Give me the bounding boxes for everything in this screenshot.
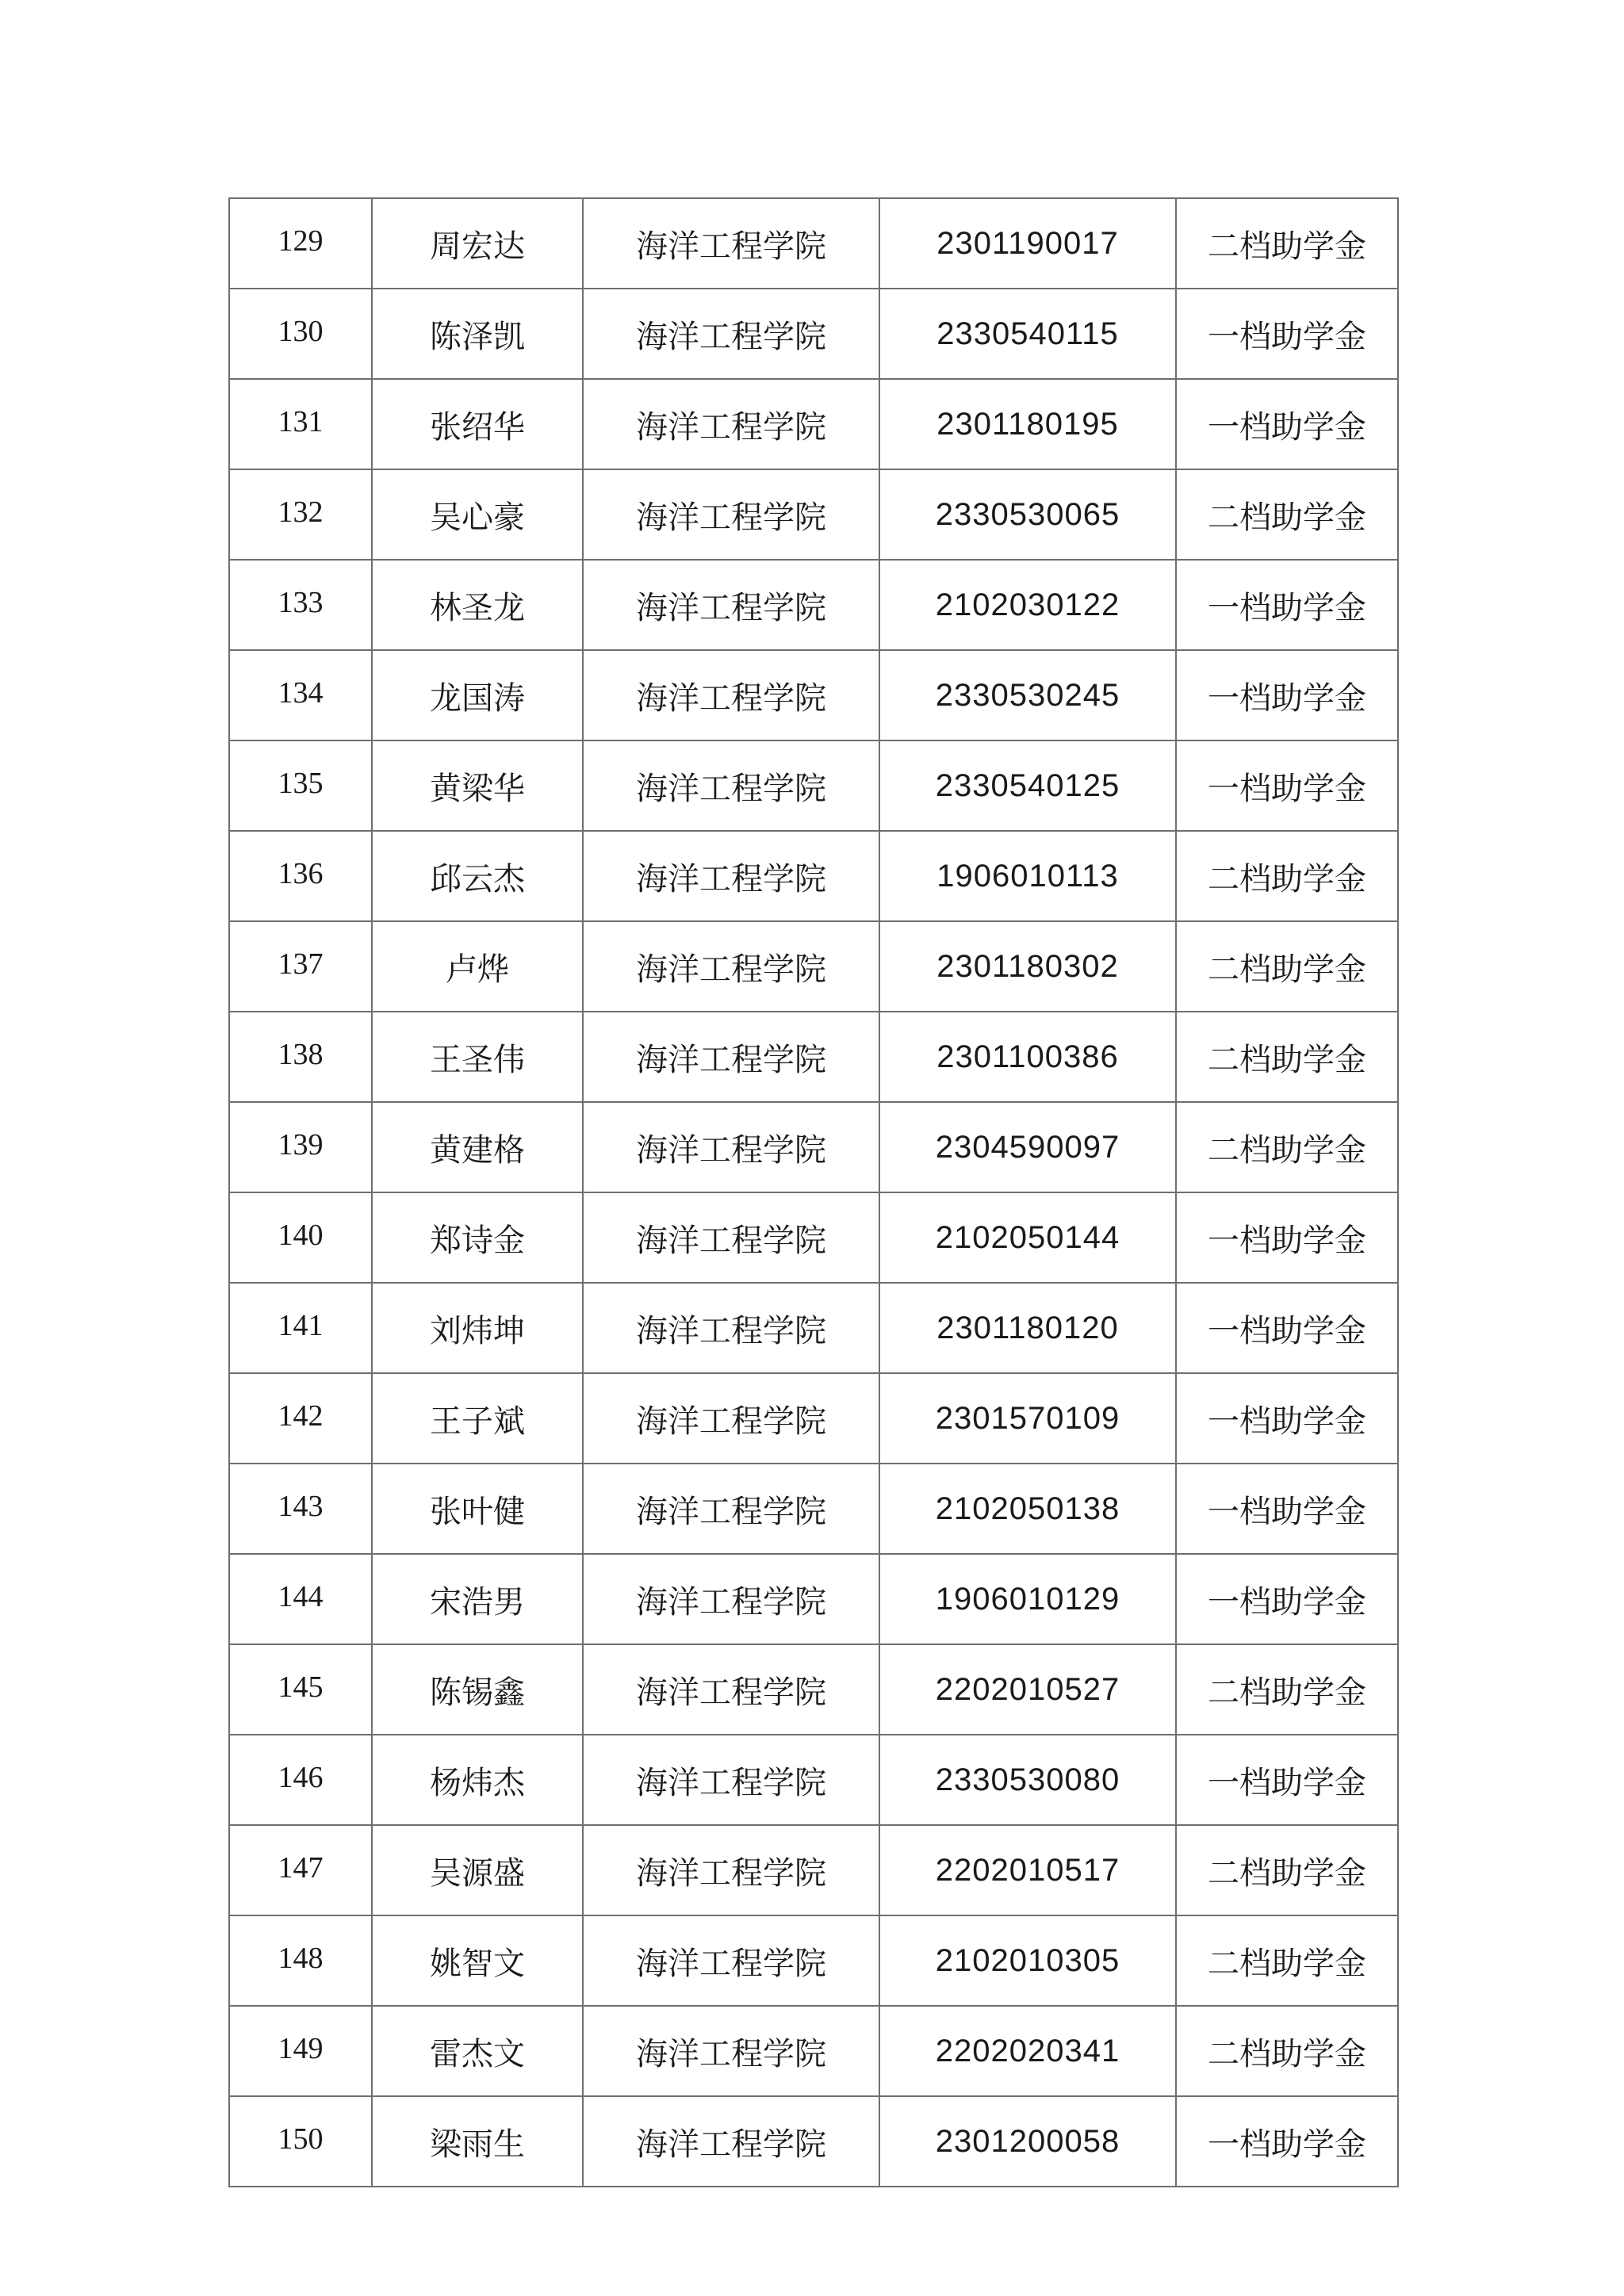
- student-id-cell: 2301180120: [879, 1283, 1176, 1373]
- college-cell: 海洋工程学院: [583, 1102, 879, 1192]
- student-name-cell: 林圣龙: [372, 560, 583, 650]
- row-number-cell: 136: [229, 831, 372, 921]
- student-name-cell: 刘炜坤: [372, 1283, 583, 1373]
- student-name-cell: 郑诗金: [372, 1192, 583, 1283]
- student-id-cell: 2301190017: [879, 198, 1176, 289]
- student-name-cell: 吴源盛: [372, 1825, 583, 1915]
- table-row: [229, 1464, 1398, 1554]
- student-id-cell: 2304590097: [879, 1102, 1176, 1192]
- college-cell: 海洋工程学院: [583, 1644, 879, 1735]
- grant-level-cell: 一档助学金: [1176, 379, 1398, 469]
- table-row: [229, 379, 1398, 469]
- row-number-cell: 138: [229, 1012, 372, 1102]
- college-cell: 海洋工程学院: [583, 740, 879, 831]
- grant-level-cell: 一档助学金: [1176, 1735, 1398, 1825]
- college-cell: 海洋工程学院: [583, 650, 879, 740]
- student-id-cell: 2102050144: [879, 1192, 1176, 1283]
- table-row: [229, 1735, 1398, 1825]
- table-row: [229, 2096, 1398, 2187]
- student-id-cell: 2202020341: [879, 2006, 1176, 2096]
- student-id-cell: 2301570109: [879, 1373, 1176, 1464]
- college-cell: 海洋工程学院: [583, 198, 879, 289]
- student-name-cell: 黄建格: [372, 1102, 583, 1192]
- student-name-cell: 杨炜杰: [372, 1735, 583, 1825]
- grant-level-cell: 二档助学金: [1176, 198, 1398, 289]
- table-row: [229, 921, 1398, 1012]
- student-id-cell: 2202010517: [879, 1825, 1176, 1915]
- table-row: [229, 2006, 1398, 2096]
- table-row: [229, 1192, 1398, 1283]
- college-cell: 海洋工程学院: [583, 1373, 879, 1464]
- table-row: [229, 1283, 1398, 1373]
- college-cell: 海洋工程学院: [583, 1915, 879, 2006]
- student-id-cell: 2330540115: [879, 289, 1176, 379]
- grant-level-cell: 一档助学金: [1176, 1283, 1398, 1373]
- grant-recipient-table: [228, 197, 1399, 2187]
- college-cell: 海洋工程学院: [583, 1012, 879, 1102]
- row-number-cell: 139: [229, 1102, 372, 1192]
- grant-level-cell: 一档助学金: [1176, 2096, 1398, 2187]
- row-number-cell: 149: [229, 2006, 372, 2096]
- college-cell: 海洋工程学院: [583, 2096, 879, 2187]
- college-cell: 海洋工程学院: [583, 379, 879, 469]
- student-name-cell: 吴心豪: [372, 469, 583, 560]
- student-id-cell: 2301200058: [879, 2096, 1176, 2187]
- grant-level-cell: 二档助学金: [1176, 1644, 1398, 1735]
- college-cell: 海洋工程学院: [583, 1192, 879, 1283]
- row-number-cell: 142: [229, 1373, 372, 1464]
- grant-level-cell: 二档助学金: [1176, 2006, 1398, 2096]
- row-number-cell: 134: [229, 650, 372, 740]
- grant-level-cell: 二档助学金: [1176, 831, 1398, 921]
- row-number-cell: 133: [229, 560, 372, 650]
- grant-level-cell: 一档助学金: [1176, 560, 1398, 650]
- grant-table-body: [229, 198, 1398, 2187]
- table-row: [229, 560, 1398, 650]
- student-name-cell: 宋浩男: [372, 1554, 583, 1644]
- grant-level-cell: 二档助学金: [1176, 921, 1398, 1012]
- row-number-cell: 143: [229, 1464, 372, 1554]
- student-name-cell: 姚智文: [372, 1915, 583, 2006]
- table-row: [229, 198, 1398, 289]
- student-name-cell: 王圣伟: [372, 1012, 583, 1102]
- table-row: [229, 1012, 1398, 1102]
- table-row: [229, 1915, 1398, 2006]
- row-number-cell: 135: [229, 740, 372, 831]
- student-id-cell: 2102010305: [879, 1915, 1176, 2006]
- row-number-cell: 132: [229, 469, 372, 560]
- table-row: [229, 289, 1398, 379]
- row-number-cell: 147: [229, 1825, 372, 1915]
- table-row: [229, 1102, 1398, 1192]
- college-cell: 海洋工程学院: [583, 1283, 879, 1373]
- grant-level-cell: 二档助学金: [1176, 469, 1398, 560]
- grant-level-cell: 一档助学金: [1176, 1554, 1398, 1644]
- row-number-cell: 129: [229, 198, 372, 289]
- student-name-cell: 龙国涛: [372, 650, 583, 740]
- student-id-cell: 2330530245: [879, 650, 1176, 740]
- student-name-cell: 黄梁华: [372, 740, 583, 831]
- grant-level-cell: 一档助学金: [1176, 650, 1398, 740]
- student-name-cell: 张绍华: [372, 379, 583, 469]
- college-cell: 海洋工程学院: [583, 1554, 879, 1644]
- table-row: [229, 1644, 1398, 1735]
- row-number-cell: 141: [229, 1283, 372, 1373]
- grant-level-cell: 一档助学金: [1176, 1373, 1398, 1464]
- row-number-cell: 131: [229, 379, 372, 469]
- grant-level-cell: 一档助学金: [1176, 1464, 1398, 1554]
- table-row: [229, 1373, 1398, 1464]
- college-cell: 海洋工程学院: [583, 1464, 879, 1554]
- student-id-cell: 2301180195: [879, 379, 1176, 469]
- table-row: [229, 1825, 1398, 1915]
- row-number-cell: 144: [229, 1554, 372, 1644]
- student-id-cell: 2330530080: [879, 1735, 1176, 1825]
- grant-level-cell: 二档助学金: [1176, 1012, 1398, 1102]
- student-id-cell: 1906010129: [879, 1554, 1176, 1644]
- row-number-cell: 150: [229, 2096, 372, 2187]
- college-cell: 海洋工程学院: [583, 289, 879, 379]
- grant-level-cell: 二档助学金: [1176, 1825, 1398, 1915]
- grant-level-cell: 一档助学金: [1176, 1192, 1398, 1283]
- table-row: [229, 740, 1398, 831]
- row-number-cell: 148: [229, 1915, 372, 2006]
- student-name-cell: 周宏达: [372, 198, 583, 289]
- college-cell: 海洋工程学院: [583, 560, 879, 650]
- table-row: [229, 650, 1398, 740]
- row-number-cell: 137: [229, 921, 372, 1012]
- college-cell: 海洋工程学院: [583, 921, 879, 1012]
- student-id-cell: 1906010113: [879, 831, 1176, 921]
- student-id-cell: 2330540125: [879, 740, 1176, 831]
- student-id-cell: 2301180302: [879, 921, 1176, 1012]
- grant-level-cell: 一档助学金: [1176, 740, 1398, 831]
- student-name-cell: 张叶健: [372, 1464, 583, 1554]
- college-cell: 海洋工程学院: [583, 1735, 879, 1825]
- row-number-cell: 145: [229, 1644, 372, 1735]
- row-number-cell: 130: [229, 289, 372, 379]
- row-number-cell: 140: [229, 1192, 372, 1283]
- college-cell: 海洋工程学院: [583, 469, 879, 560]
- student-name-cell: 梁雨生: [372, 2096, 583, 2187]
- student-id-cell: 2301100386: [879, 1012, 1176, 1102]
- student-id-cell: 2330530065: [879, 469, 1176, 560]
- student-name-cell: 陈泽凯: [372, 289, 583, 379]
- college-cell: 海洋工程学院: [583, 1825, 879, 1915]
- college-cell: 海洋工程学院: [583, 831, 879, 921]
- grant-level-cell: 一档助学金: [1176, 289, 1398, 379]
- table-row: [229, 1554, 1398, 1644]
- student-name-cell: 陈锡鑫: [372, 1644, 583, 1735]
- grant-level-cell: 二档助学金: [1176, 1102, 1398, 1192]
- row-number-cell: 146: [229, 1735, 372, 1825]
- student-id-cell: 2102030122: [879, 560, 1176, 650]
- student-name-cell: 王子斌: [372, 1373, 583, 1464]
- student-name-cell: 雷杰文: [372, 2006, 583, 2096]
- student-id-cell: 2202010527: [879, 1644, 1176, 1735]
- grant-level-cell: 二档助学金: [1176, 1915, 1398, 2006]
- college-cell: 海洋工程学院: [583, 2006, 879, 2096]
- student-name-cell: 邱云杰: [372, 831, 583, 921]
- table-row: [229, 469, 1398, 560]
- table-row: [229, 831, 1398, 921]
- student-id-cell: 2102050138: [879, 1464, 1176, 1554]
- student-name-cell: 卢烨: [372, 921, 583, 1012]
